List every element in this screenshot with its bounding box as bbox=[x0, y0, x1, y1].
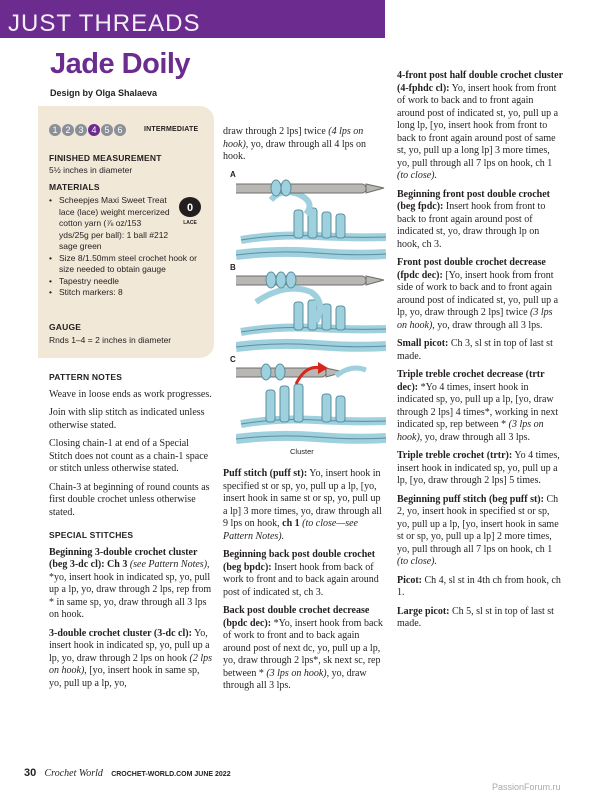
notes-heading: PATTERN NOTES bbox=[49, 372, 123, 382]
material-item-hook: • Size 8/1.50mm steel crochet hook or size needed to obtain gauge bbox=[49, 253, 199, 276]
stitch-trtr: Triple treble crochet (trtr): Yo 4 times, insert hook in indicated sp, yo, pull up a lp, [yo, draw through 2 lps] 5 times. bbox=[397, 450, 560, 486]
diagram-label-a: A bbox=[230, 170, 236, 179]
column-3 bbox=[397, 70, 563, 637]
material-item-markers: • Stitch markers: 8 bbox=[49, 287, 199, 299]
gauge-heading: GAUGE bbox=[49, 322, 82, 332]
skill-level-3: 3 bbox=[75, 124, 87, 136]
finished-heading: FINISHED MEASUREMENT bbox=[49, 153, 162, 163]
stitch-small-picot: Small picot: Ch 3, sl st in top of last st made. bbox=[397, 338, 553, 362]
stitch-beg-3dc-cl: Beginning 3-double crochet cluster (beg 3-dc cl): Ch 3 (see Pattern Notes), *yo, insert hook in indicated sp, yo, pull up a lp, yo, draw through 2 lps, rep from * in same sp, yo, draw through all 3 lps on hook. bbox=[49, 546, 212, 620]
gauge-text: Rnds 1–4 = 2 inches in diameter bbox=[49, 335, 172, 345]
skill-level-indicator bbox=[49, 124, 126, 136]
stitch-trtr-dec: Triple treble crochet decrease (trtr dec): *Yo 4 times, insert hook in indicated sp, yo, pull up a lp, [yo, draw through 2 lps] 4 times*, working in next indicated sp, rep between * (3 lps on hook), yo, draw through all 3 lps. bbox=[397, 369, 559, 443]
column-2-top bbox=[223, 126, 387, 170]
column-2 bbox=[223, 468, 387, 699]
diagram-panel-a bbox=[236, 180, 386, 255]
materials-list bbox=[49, 195, 199, 299]
diagram-label-b: B bbox=[230, 263, 236, 272]
stitch-3dc-cl-continued: draw through 2 lps] twice (4 lps on hook), yo, draw through all 4 lps on hook. bbox=[223, 126, 367, 162]
cluster-diagram bbox=[236, 170, 386, 445]
watermark: PassionForum.ru bbox=[492, 782, 561, 792]
pattern-title: Jade Doily bbox=[50, 48, 191, 80]
diagram-panel-b bbox=[236, 272, 386, 347]
stitch-bpdc-dec: Back post double crochet decrease (bpdc dec): *Yo, insert hook from back of work to front and to back again around post of next dc, yo, pull up a lp, yo, draw through 2 lps*, sk next sc, rep between * (3 lps on hook), yo, draw through all 3 lps. bbox=[223, 605, 383, 691]
note-4: Chain-3 at beginning of round counts as first double crochet unless otherwise stated. bbox=[49, 481, 210, 518]
skill-level-1: 1 bbox=[49, 124, 61, 136]
finished-text: 5½ inches in diameter bbox=[49, 165, 133, 175]
stitch-puff: Puff stitch (puff st): Yo, insert hook in specified st or sp, yo, pull up a lp, [yo, insert hook in same st or sp, yo, pull up a lp] 3 more times, yo, draw through all 9 lps on hook, ch 1 (to close—see Pattern Notes). bbox=[223, 468, 382, 542]
stitch-beg-fpdc: Beginning front post double crochet (beg fpdc): Insert hook from front to back to front again around post of indicated st, yo, draw through lp on hook, ch 3. bbox=[397, 188, 550, 250]
yarn-weight-icon bbox=[178, 196, 202, 226]
note-2: Join with slip stitch as indicated unless otherwise stated. bbox=[49, 407, 205, 431]
skill-level-2: 2 bbox=[62, 124, 74, 136]
page-footer bbox=[24, 767, 231, 779]
stitch-picot: Picot: Ch 4, sl st in 4th ch from hook, ch 1. bbox=[397, 574, 561, 598]
column-1 bbox=[49, 371, 213, 696]
yarn-weight-number: 0 bbox=[186, 202, 194, 214]
stitch-beg-puff: Beginning puff stitch (beg puff st): Ch 2, yo, insert hook in specified st or sp, yo, pull up a lp, [yo, insert hook in same st or sp, yo, pull up a lp] 2 more times, yo, pull through all 7 lps on hook, ch 1 (to close). bbox=[397, 493, 559, 567]
stitch-3dc-cl: 3-double crochet cluster (3-dc cl): Yo, insert hook in indicated sp, yo, pull up a lp, yo, draw through 2 lps on hook (2 lps on hook), [yo, insert hook in same sp, yo, pull up a lp, yo, bbox=[49, 627, 213, 689]
magazine-url: CROCHET-WORLD.COM JUNE 2022 bbox=[111, 771, 231, 778]
magazine-name: Crochet World bbox=[44, 768, 103, 779]
special-heading: SPECIAL STITCHES bbox=[49, 530, 134, 540]
page-number: 30 bbox=[24, 767, 37, 779]
material-item-needle: • Tapestry needle bbox=[49, 276, 199, 288]
section-banner bbox=[0, 0, 385, 38]
note-1: Weave in loose ends as work progresses. bbox=[49, 388, 212, 400]
stitch-fpdc-dec: Front post double crochet decrease (fpdc dec): [Yo, insert hook from front side of work to back and to front again around post of indicated st, yo, pull up a lp, yo, draw through 2 lps] twice (3 lps on hook), yo, draw through all 3 lps. bbox=[397, 257, 559, 331]
section-title: JUST THREADS bbox=[8, 10, 201, 37]
skill-level-label: INTERMEDIATE bbox=[144, 126, 199, 133]
diagram-caption: Cluster bbox=[290, 447, 314, 456]
skill-level-4-active: 4 bbox=[88, 124, 100, 136]
designer-credit: Design by Olga Shalaeva bbox=[50, 88, 158, 98]
stitch-beg-bpdc: Beginning back post double crochet (beg bpdc): Insert hook from back of work to front and to back again around post of indicated st, ch 3. bbox=[223, 549, 379, 598]
material-item-yarn: • Scheepjes Maxi Sweet Treat lace (lace) weight mercerized cotton yarn (⅞ oz/153 yds/25g per ball): 1 ball #212 sage green bbox=[49, 195, 199, 253]
diagram-label-c: C bbox=[230, 355, 236, 364]
diagram-panel-c bbox=[236, 362, 386, 439]
note-3: Closing chain-1 at end of a Special Stitch does not count as a chain-1 space or stitch unless otherwise stated. bbox=[49, 438, 209, 474]
skill-level-6: 6 bbox=[114, 124, 126, 136]
stitch-4-fphdc-cl: 4-front post half double crochet cluster (4-fphdc cl): Yo, insert hook from front of work to back and to front again around post of indicated st, yo, pull up a long lp, [yo, insert hook from front to back to front again around post of same st, yo, pull up a long lp] 3 more times, yo, pull through all 7 lps on hook, ch 1 (to close). bbox=[397, 70, 563, 181]
stitch-large-picot: Large picot: Ch 5, sl st in top of last st made. bbox=[397, 605, 554, 629]
skill-level-5: 5 bbox=[101, 124, 113, 136]
yarn-weight-label: LACE bbox=[183, 220, 197, 226]
materials-heading: MATERIALS bbox=[49, 182, 100, 192]
